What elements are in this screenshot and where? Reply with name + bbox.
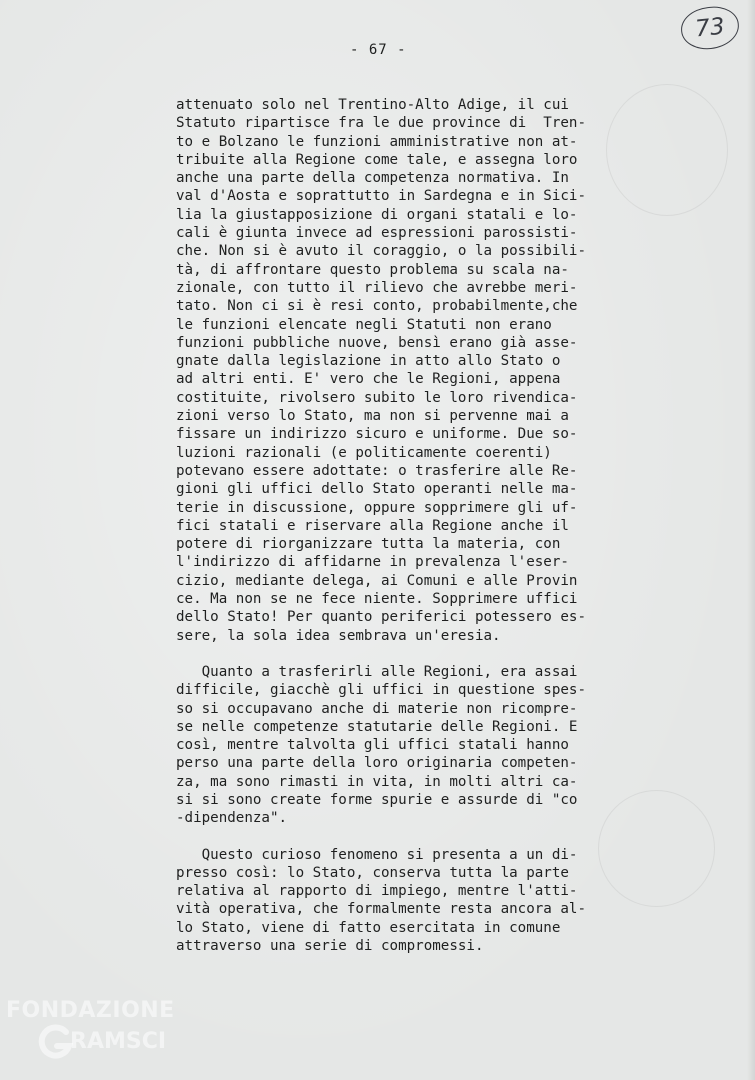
text-line: lia la giustapposizione di organi statali e lo-: [176, 206, 578, 223]
document-body: [176, 96, 646, 955]
text-line: fissare un indirizzo sicuro e uniforme. Due so-: [176, 426, 578, 443]
text-line: tà, di affrontare questo problema su scala na-: [176, 261, 569, 278]
text-line: perso una parte della loro originaria competen-: [176, 755, 578, 772]
text-line: zionale, con tutto il rilievo che avrebbe meri-: [176, 279, 578, 296]
text-line: anche una parte della competenza normativa. In: [176, 170, 569, 187]
fondazione-gramsci-watermark: [6, 1000, 175, 1062]
text-line: luzioni razionali (e politicamente coerenti): [176, 444, 552, 461]
text-line: cali è giunta invece ad espressioni parossisti-: [176, 225, 578, 242]
text-line: le funzioni elencate negli Statuti non erano: [176, 316, 552, 333]
text-line: potere di riorganizzare tutta la materia, con: [176, 536, 561, 553]
text-line: difficile, giacchè gli uffici in questione spes-: [176, 682, 586, 699]
text-line: attenuato solo nel Trentino-Alto Adige, il cui: [176, 97, 569, 113]
text-line: so si occupavano anche di materie non ricompre-: [176, 700, 578, 717]
text-line: lo Stato, viene di fatto esercitata in comune: [176, 919, 561, 936]
text-line: val d'Aosta e soprattutto in Sardegna e in Sici-: [176, 188, 586, 205]
paragraph: [176, 96, 646, 645]
text-line: si si sono create forme spurie e assurde di "co: [176, 791, 578, 808]
text-line: ce. Ma non se ne fece niente. Sopprimere uffici: [176, 591, 578, 608]
text-line: vità operativa, che formalmente resta ancora al-: [176, 901, 586, 918]
text-line: terie in discussione, oppure sopprimere gli uf-: [176, 499, 578, 516]
text-line: l'indirizzo di affidarne in prevalenza l'eser-: [176, 554, 569, 571]
text-line: ad altri enti. E' vero che le Regioni, appena: [176, 371, 561, 388]
text-line: funzioni pubbliche nuove, bensì erano già asse-: [176, 334, 578, 351]
text-line: gioni gli uffici dello Stato operanti nelle ma-: [176, 481, 578, 498]
text-line: cizio, mediante delega, ai Comuni e alle Provin: [176, 572, 578, 589]
text-line: presso così: lo Stato, conserva tutta la parte: [176, 864, 569, 881]
text-line: sere, la sola idea sembrava un'eresia.: [176, 627, 501, 644]
text-line: che. Non si è avuto il coraggio, o la possibili-: [176, 243, 586, 260]
text-line: fici statali e riservare alla Regione anche il: [176, 517, 569, 534]
text-line: to e Bolzano le funzioni amministrative non at-: [176, 133, 578, 150]
text-line: potevano essere adottate: o trasferire alle Re-: [176, 462, 578, 479]
text-line: così, mentre talvolta gli uffici statali hanno: [176, 737, 569, 754]
text-line: Statuto ripartisce fra le due province di Tren-: [176, 115, 586, 132]
text-line: attraverso una serie di compromessi.: [176, 938, 484, 955]
text-line: Quanto a trasferirli alle Regioni, era assai: [176, 663, 578, 680]
text-line: zioni verso lo Stato, ma non si pervenne mai a: [176, 408, 569, 425]
text-line: -dipendenza".: [176, 810, 288, 827]
page-number: - 67 -: [350, 42, 407, 58]
text-line: tribuite alla Regione come tale, e assegna loro: [176, 151, 578, 168]
archive-page-number: [679, 4, 741, 52]
text-line: gnate dalla legislazione in atto allo Stato o: [176, 353, 561, 370]
watermark-line2: RAMSCI: [70, 1029, 167, 1054]
archive-number-text: 73: [694, 13, 726, 43]
text-line: dello Stato! Per quanto periferici potessero es-: [176, 609, 586, 626]
watermark-line1: FONDAZIONE: [6, 998, 175, 1023]
text-line: tato. Non ci si è resi conto, probabilmente,che: [176, 298, 578, 315]
paragraph: [176, 846, 646, 956]
paragraph: [176, 663, 646, 828]
text-line: costituite, rivolsero subito le loro rivendica-: [176, 389, 578, 406]
text-line: Questo curioso fenomeno si presenta a un di-: [176, 846, 578, 863]
text-line: se nelle competenze statutarie delle Regioni. E: [176, 718, 578, 735]
text-line: za, ma sono rimasti in vita, in molti altri ca-: [176, 773, 578, 790]
text-line: relativa al rapporto di impiego, mentre l'atti-: [176, 883, 578, 900]
page-edge-shadow: [747, 0, 755, 1080]
